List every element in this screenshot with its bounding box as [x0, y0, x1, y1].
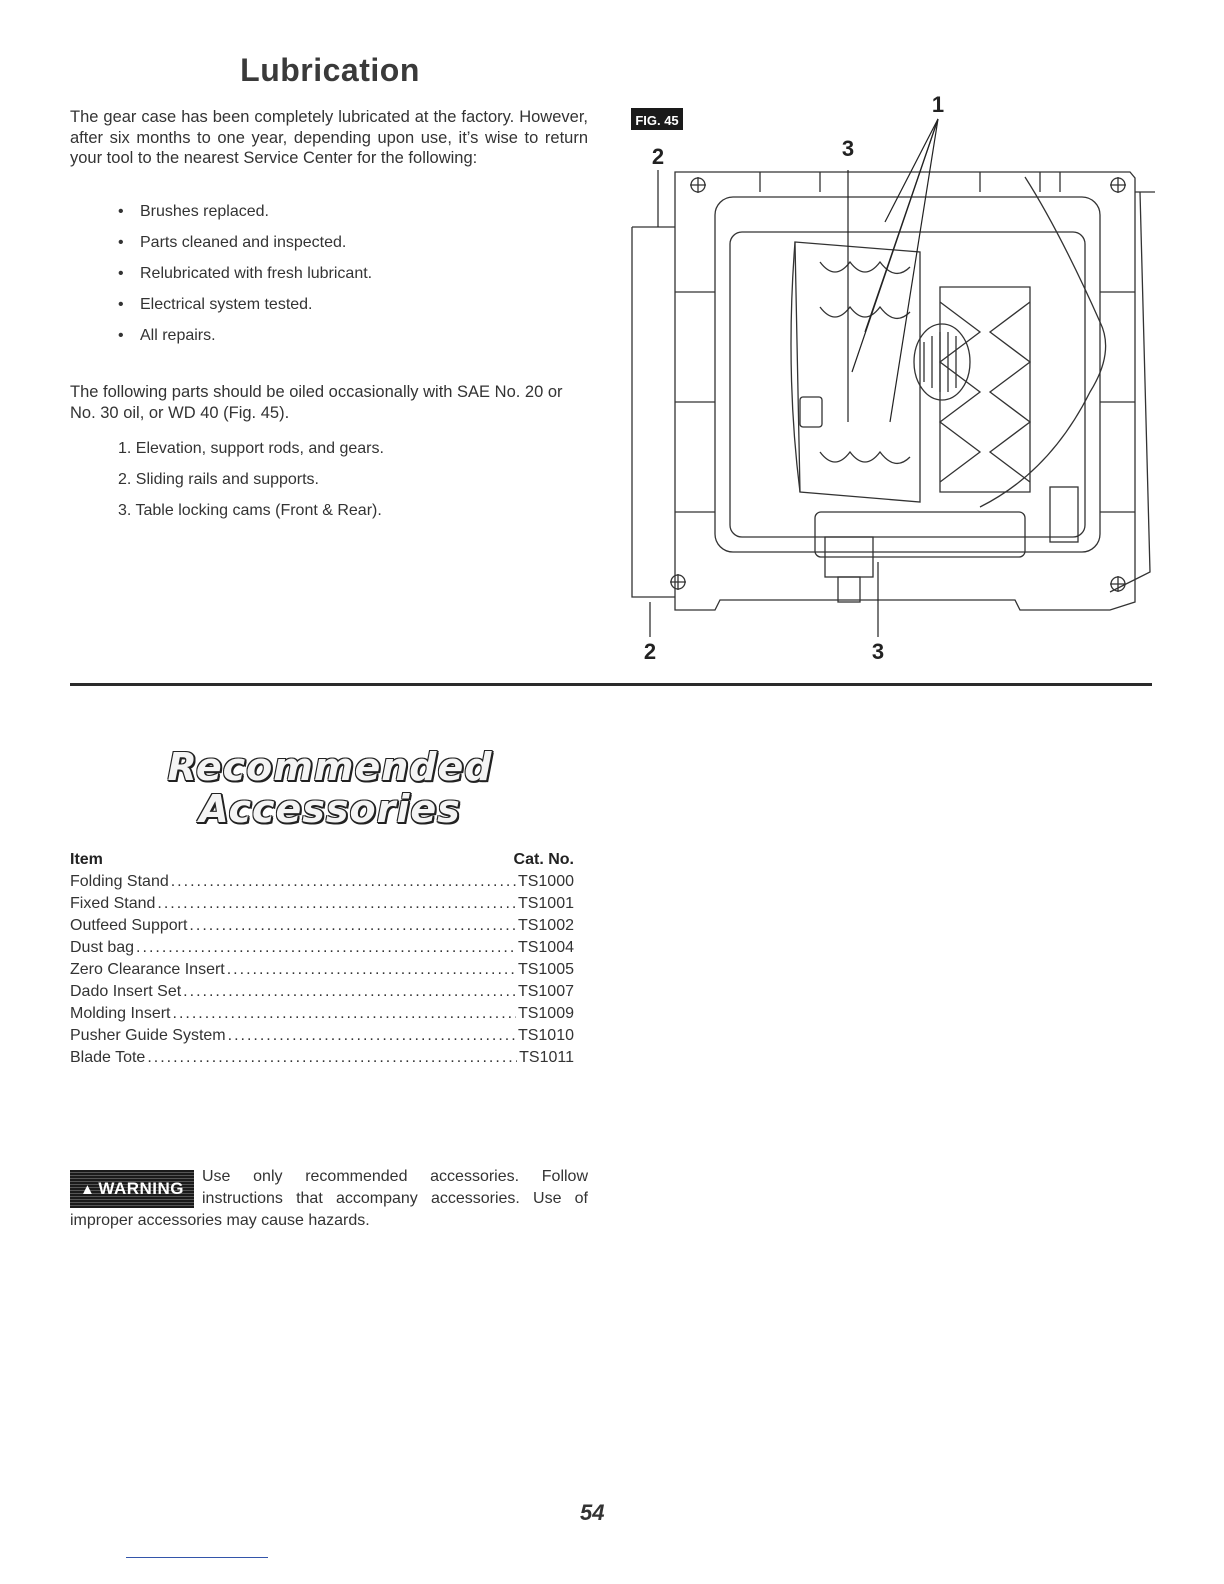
bullet-icon: •: [118, 203, 124, 220]
warning-badge: [70, 1170, 194, 1208]
lubrication-title: Lubrication: [240, 52, 420, 88]
page-number: 54: [580, 1500, 605, 1525]
list-item: 1. Elevation, support rods, and gears.: [118, 440, 384, 457]
list-item: 2. Sliding rails and supports.: [118, 471, 319, 488]
vent-disk: [914, 324, 970, 400]
bullet-icon: •: [118, 265, 124, 282]
lubrication-intro: The gear case has been completely lubricated at the factory. However, after six months to one year, depending upon use, it’s wise to return your tool to the nearest Service Center for the following:: [70, 108, 588, 167]
table-row: Dado Insert Set ..... TS1007: [70, 983, 574, 1005]
callout-3-top: 3: [841, 136, 855, 161]
table-row: Dust bag ..... TS1004: [70, 939, 574, 961]
accessories-title: [160, 746, 500, 830]
table-header: [70, 851, 574, 873]
table-row: Fixed Stand ..... TS1001: [70, 895, 574, 917]
power-cord: [980, 177, 1106, 507]
dot-leader: [173, 1005, 516, 1023]
callout-1: 1: [931, 92, 945, 117]
warning-text: Use only recommended accessories. Follow instructions that accompany accessories. Use of improper accessories may cause hazards.: [70, 1168, 588, 1229]
list-item: 3. Table locking cams (Front & Rear).: [118, 502, 382, 519]
accessories-title-line2: Accessories: [199, 787, 461, 831]
dot-leader: [147, 1049, 517, 1067]
accessories-table: [70, 851, 574, 1071]
table-row: Zero Clearance Insert ..... TS1005: [70, 961, 574, 983]
dot-leader: [189, 917, 516, 935]
list-item: • Parts cleaned and inspected.: [118, 234, 347, 251]
bullet-icon: •: [118, 327, 124, 344]
service-bullet-list: [118, 203, 372, 358]
table-row: Pusher Guide System ..... TS1010: [70, 1027, 574, 1049]
list-item: • All repairs.: [118, 327, 216, 344]
accessories-title-line1: Recommended: [167, 745, 493, 789]
bullet-icon: •: [118, 296, 124, 313]
oil-instructions: The following parts should be oiled occasionally with SAE No. 20 or No. 30 oil, or WD 40 (Fig. 45).: [70, 383, 563, 422]
callout-2-bottom: 2: [643, 639, 657, 664]
fig45-diagram: [620, 92, 1160, 667]
header-cat-no: Cat. No.: [513, 851, 574, 868]
table-row: Folding Stand ..... TS1000: [70, 873, 574, 895]
table-outline: [675, 172, 1135, 610]
warning-notice: [70, 1166, 588, 1232]
header-item: Item: [70, 851, 103, 868]
table-row: Molding Insert ..... TS1009: [70, 1005, 574, 1027]
warning-label: WARNING: [98, 1179, 185, 1198]
list-item: • Relubricated with fresh lubricant.: [118, 265, 373, 282]
bullet-icon: •: [118, 234, 124, 251]
oil-points-list: [118, 440, 384, 533]
table-left-rail: [632, 227, 675, 597]
dot-leader: [228, 1027, 516, 1045]
list-item: • Electrical system tested.: [118, 296, 313, 313]
callout-2-top: 2: [651, 144, 665, 169]
dot-leader: [183, 983, 516, 1001]
dot-leader: [136, 939, 516, 957]
dot-leader: [157, 895, 516, 913]
fig-label: FIG. 45: [635, 113, 679, 128]
list-item: • Brushes replaced.: [118, 203, 269, 220]
section-divider: [70, 683, 1152, 686]
dot-leader: [171, 873, 516, 891]
table-row: Outfeed Support ..... TS1002: [70, 917, 574, 939]
dot-leader: [227, 961, 516, 979]
callout-3-bottom: 3: [871, 639, 885, 664]
footer-line: [126, 1557, 268, 1558]
table-row: Blade Tote ..... TS1011: [70, 1049, 574, 1071]
warning-triangle-icon: ▲: [79, 1181, 96, 1198]
